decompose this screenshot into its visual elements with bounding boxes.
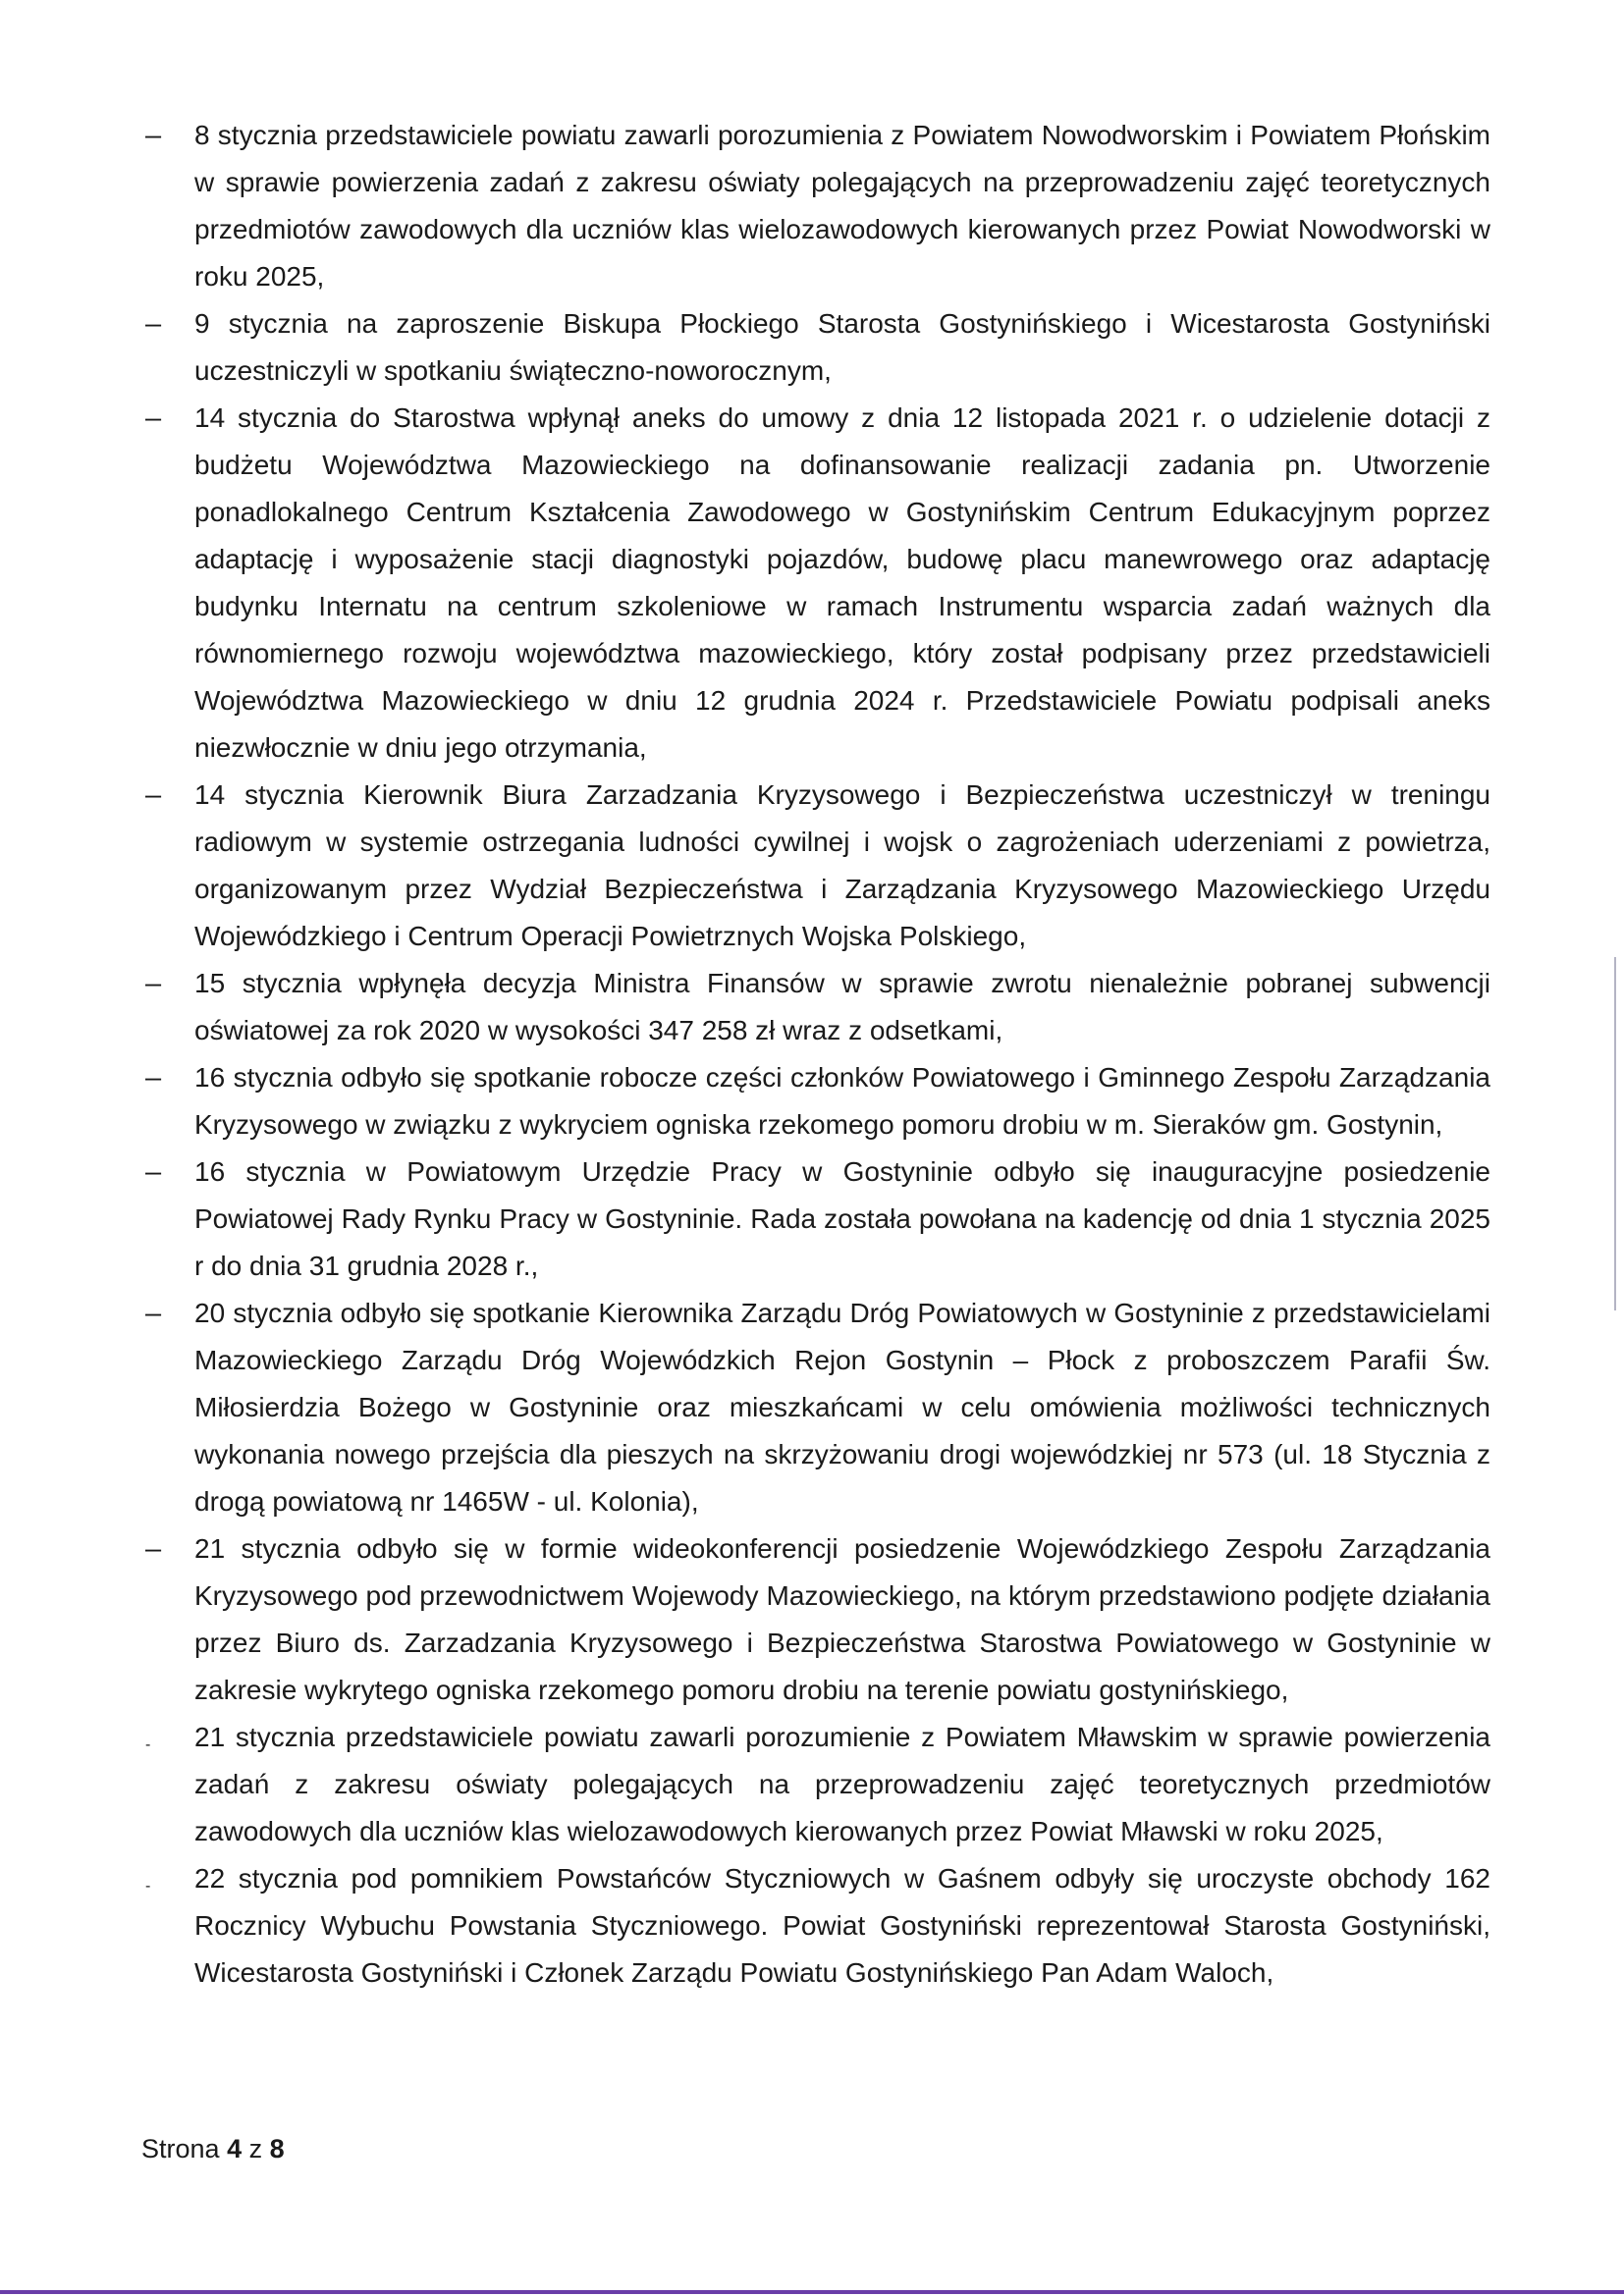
list-bullet: – bbox=[145, 968, 162, 999]
list-item-text: 14 stycznia Kierownik Biura Zarzadzania Kryzysowego i Bezpieczeństwa uczestniczył w treningu radiowym w systemie ostrzegania ludności cywilnej i wojsk o zagrożeniach uderzeniami z powietrza, organizowanym przez Wydział Bezpieczeństwa i Zarządzania Kryzysowego Mazowieckiego Urzędu Wojewódzkiego i Centrum Operacji Powietrznych Wojska Polskiego, bbox=[194, 779, 1490, 951]
list-item bbox=[145, 1525, 1490, 1714]
list-item-text: 20 stycznia odbyło się spotkanie Kierownika Zarządu Dróg Powiatowych w Gostyninie z przedstawicielami Mazowieckiego Zarządu Dróg Wojewódzkich Rejon Gostynin – Płock z proboszczem Parafii Św. Miłosierdzia Bożego w Gostyninie oraz mieszkańcami w celu omówienia możliwości technicznych wykonania nowego przejścia dla pieszych na skrzyżowaniu drogi wojewódzkiej nr 573 (ul. 18 Stycznia z drogą powiatową nr 1465W - ul. Kolonia), bbox=[194, 1298, 1490, 1517]
page-label: Strona bbox=[141, 2134, 220, 2163]
list-item-text: 9 stycznia na zaproszenie Biskupa Płockiego Starosta Gostynińskiego i Wicestarosta Gostyniński uczestniczyli w spotkaniu świąteczno-noworocznym, bbox=[194, 308, 1490, 386]
list-bullet: – bbox=[145, 1156, 162, 1188]
list-item-text: 8 stycznia przedstawiciele powiatu zawarli porozumienia z Powiatem Nowodworskim i Powiatem Płońskim w sprawie powierzenia zadań z zakresu oświaty polegających na przeprowadzeniu zajęć teoretycznych przedmiotów zawodowych dla uczniów klas wielozawodowych kierowanych przez Powiat Nowodworski w roku 2025, bbox=[194, 120, 1490, 292]
list-item bbox=[145, 1054, 1490, 1148]
list-item-text: 22 stycznia pod pomnikiem Powstańców Styczniowych w Gaśnem odbyły się uroczyste obchody 162 Rocznicy Wybuchu Powstania Styczniowego. Powiat Gostyniński reprezentował Starosta Gostyniński, Wicestarosta Gostyniński i Członek Zarządu Powiatu Gostynińskiego Pan Adam Waloch, bbox=[194, 1863, 1490, 1988]
list-bullet: – bbox=[145, 779, 162, 811]
list-item bbox=[145, 1290, 1490, 1525]
list-item bbox=[145, 112, 1490, 300]
list-bullet: – bbox=[145, 1298, 162, 1329]
list-bullet: – bbox=[145, 120, 162, 151]
list-item-text: 16 stycznia odbyło się spotkanie robocze części członków Powiatowego i Gminnego Zespołu Zarządzania Kryzysowego w związku z wykryciem ogniska rzekomego pomoru drobiu w m. Sieraków gm. Gostynin, bbox=[194, 1062, 1490, 1140]
list-item-text: 14 stycznia do Starostwa wpłynął aneks do umowy z dnia 12 listopada 2021 r. o udzielenie dotacji z budżetu Województwa Mazowieckiego na dofinansowanie realizacji zadania pn. Utworzenie ponadlokalnego Centrum Kształcenia Zawodowego w Gostynińskim Centrum Edukacyjnym poprzez adaptację i wyposażenie stacji diagnostyki pojazdów, budowę placu manewrowego oraz adaptację budynku Internatu na centrum szkoleniowe w ramach Instrumentu wsparcia zadań ważnych dla równomiernego rozwoju województwa mazowieckiego, który został podpisany przez przedstawicieli Województwa Mazowieckiego w dniu 12 grudnia 2024 r. Przedstawiciele Powiatu podpisali aneks niezwłocznie w dniu jego otrzymania, bbox=[194, 402, 1490, 763]
page-bottom-edge bbox=[0, 2290, 1624, 2294]
list-item-text: 21 stycznia przedstawiciele powiatu zawarli porozumienie z Powiatem Mławskim w sprawie powierzenia zadań z zakresu oświaty polegających na przeprowadzeniu zajęć teoretycznych przedmiotów zawodowych dla uczniów klas wielozawodowych kierowanych przez Powiat Mławski w roku 2025, bbox=[194, 1722, 1490, 1846]
list-item bbox=[145, 960, 1490, 1054]
list-item-text: 21 stycznia odbyło się w formie wideokonferencji posiedzenie Wojewódzkiego Zespołu Zarządzania Kryzysowego pod przewodnictwem Wojewody Mazowieckiego, na którym przedstawiono podjęte działania przez Biuro ds. Zarzadzania Kryzysowego i Bezpieczeństwa Starostwa Powiatowego w Gostyninie w zakresie wykrytego ogniska rzekomego pomoru drobiu na terenie powiatu gostynińskiego, bbox=[194, 1533, 1490, 1705]
list-bullet: - bbox=[145, 1736, 151, 1753]
page-number bbox=[141, 2131, 285, 2166]
list-item bbox=[145, 1714, 1490, 1855]
scan-edge-mark bbox=[1614, 957, 1616, 1310]
list-item-text: 16 stycznia w Powiatowym Urzędzie Pracy w Gostyninie odbyło się inauguracyjne posiedzenie Powiatowej Rady Rynku Pracy w Gostyninie. Rada została powołana na kadencję od dnia 1 stycznia 2025 r do dnia 31 grudnia 2028 r., bbox=[194, 1156, 1490, 1281]
list-bullet: – bbox=[145, 308, 162, 340]
page-total: 8 bbox=[269, 2134, 285, 2163]
list-bullet: - bbox=[145, 1878, 151, 1895]
list-item bbox=[145, 1855, 1490, 1997]
event-list bbox=[145, 112, 1490, 1997]
list-bullet: – bbox=[145, 1062, 162, 1094]
page-current: 4 bbox=[227, 2134, 243, 2163]
list-item bbox=[145, 1148, 1490, 1290]
list-item bbox=[145, 772, 1490, 960]
page-separator: z bbox=[248, 2134, 263, 2163]
list-item bbox=[145, 395, 1490, 772]
list-bullet: – bbox=[145, 402, 162, 434]
list-bullet: – bbox=[145, 1533, 162, 1565]
list-item-text: 15 stycznia wpłynęła decyzja Ministra Finansów w sprawie zwrotu nienależnie pobranej subwencji oświatowej za rok 2020 w wysokości 347 258 zł wraz z odsetkami, bbox=[194, 968, 1490, 1045]
list-item bbox=[145, 300, 1490, 395]
